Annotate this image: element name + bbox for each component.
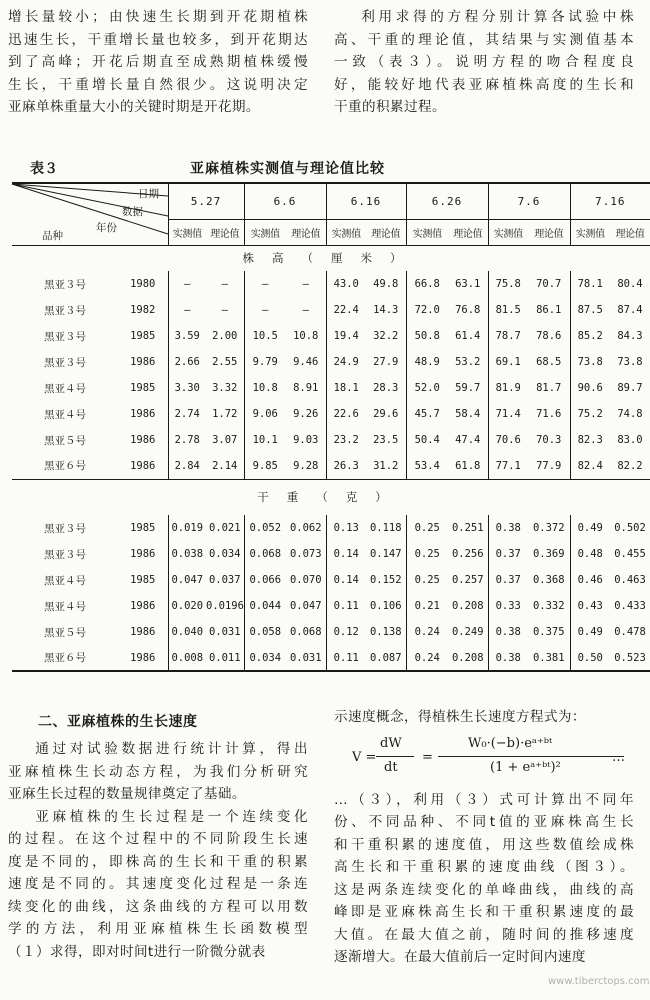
variety-cell: 黑亚５号 bbox=[44, 434, 86, 447]
value-cell: 45.7 bbox=[414, 408, 440, 420]
value-cell: 0.523 bbox=[614, 651, 646, 664]
value-cell: 59.7 bbox=[448, 375, 488, 401]
value-cell: 0.38 bbox=[495, 651, 521, 664]
value-cell: 0.208 bbox=[448, 645, 488, 671]
table-label: 表３ bbox=[30, 161, 58, 177]
value-cell: 0.332 bbox=[528, 593, 570, 619]
value-cell: 87.4 bbox=[617, 304, 643, 316]
value-cell: 23.2 bbox=[333, 434, 359, 446]
year-cell: 1985 bbox=[118, 515, 168, 541]
value-cell: 0.062 bbox=[286, 515, 326, 541]
fraction-bar bbox=[376, 756, 414, 757]
value-cell: 0.502 bbox=[614, 522, 646, 534]
bottom-left-paragraph bbox=[8, 738, 308, 963]
value-cell: 0.249 bbox=[448, 619, 488, 645]
value-cell: — bbox=[286, 271, 326, 297]
value-cell: 85.2 bbox=[577, 330, 603, 342]
value-cell: 68.5 bbox=[528, 349, 570, 375]
value-cell: 9.79 bbox=[252, 356, 278, 368]
value-cell: 0.0196 bbox=[206, 593, 244, 619]
value-cell: 75.2 bbox=[577, 408, 603, 420]
value-cell: 82.2 bbox=[617, 459, 643, 472]
value-cell: 19.4 bbox=[333, 330, 359, 342]
value-cell: 72.0 bbox=[414, 304, 440, 316]
value-cell: 49.8 bbox=[366, 271, 406, 297]
value-cell: 0.369 bbox=[528, 541, 570, 567]
value-cell: 2.84 bbox=[174, 459, 200, 472]
value-cell: 0.040 bbox=[171, 626, 204, 638]
formula-continuation: … bbox=[612, 750, 625, 765]
corner-label-data: 数据 bbox=[122, 206, 143, 218]
value-cell: 0.087 bbox=[366, 645, 406, 671]
table-header bbox=[30, 158, 630, 180]
corner-label-year: 年份 bbox=[96, 222, 117, 234]
year-cell: 1986 bbox=[118, 541, 168, 567]
table-row bbox=[12, 567, 650, 593]
value-cell: 53.4 bbox=[414, 459, 440, 472]
value-cell: 0.50 bbox=[577, 651, 603, 664]
value-cell: 78.1 bbox=[577, 278, 603, 290]
value-cell: 77.1 bbox=[495, 459, 521, 472]
value-cell: 0.106 bbox=[366, 593, 406, 619]
variety-cell: 黑亚４号 bbox=[44, 574, 86, 587]
value-cell: 0.372 bbox=[528, 515, 570, 541]
value-cell: 0.152 bbox=[366, 567, 406, 593]
value-cell: 84.3 bbox=[617, 330, 643, 342]
value-cell: 0.37 bbox=[495, 548, 521, 560]
value-cell: 0.257 bbox=[448, 567, 488, 593]
value-cell: — bbox=[286, 297, 326, 323]
measured-header: 实测值 bbox=[331, 228, 361, 240]
value-cell: 9.28 bbox=[286, 453, 326, 479]
table-row bbox=[12, 323, 650, 349]
measured-header: 实测值 bbox=[412, 228, 442, 240]
value-cell: 22.6 bbox=[333, 408, 359, 420]
value-cell: 0.070 bbox=[286, 567, 326, 593]
table-row bbox=[12, 375, 650, 401]
value-cell: 0.021 bbox=[206, 515, 244, 541]
paragraph-line: 亚麻生长过程的数量规律奠定了基础。 bbox=[8, 786, 246, 802]
value-cell: 10.8 bbox=[252, 382, 278, 394]
value-cell: 70.6 bbox=[495, 434, 521, 446]
variety-cell: 黑亚３号 bbox=[44, 304, 86, 317]
value-cell: 0.073 bbox=[286, 541, 326, 567]
paragraph-line: 峰即是亚麻株高生长和干重积累速度的最 bbox=[334, 904, 634, 920]
value-cell: 9.26 bbox=[286, 401, 326, 427]
value-cell: 90.6 bbox=[577, 382, 603, 394]
theoretical-header: 理论值 bbox=[366, 219, 406, 245]
value-cell: 0.14 bbox=[333, 548, 359, 560]
formula-derivative-denominator: dt bbox=[384, 760, 398, 775]
date-header: 6.26 bbox=[406, 183, 488, 219]
value-cell: 0.208 bbox=[448, 593, 488, 619]
value-cell: 43.0 bbox=[333, 278, 359, 290]
value-cell: 0.008 bbox=[171, 651, 204, 664]
measured-header: 实测值 bbox=[250, 228, 280, 240]
variety-cell: 黑亚３号 bbox=[44, 548, 86, 561]
diagonal-header-cell bbox=[12, 183, 168, 245]
value-cell: 78.7 bbox=[495, 330, 521, 342]
variety-cell: 黑亚４号 bbox=[44, 408, 86, 421]
value-cell: 3.32 bbox=[206, 375, 244, 401]
value-cell: 0.375 bbox=[528, 619, 570, 645]
value-cell: — bbox=[206, 297, 244, 323]
value-cell: 2.55 bbox=[206, 349, 244, 375]
value-cell: 0.381 bbox=[528, 645, 570, 671]
date-header: 7.16 bbox=[595, 194, 626, 208]
formula-lhs: V = bbox=[352, 750, 377, 765]
paragraph-line: 大值。在最大值之前，随时间的推移速度 bbox=[334, 926, 634, 943]
value-cell: 87.5 bbox=[577, 304, 603, 316]
year-cell: 1986 bbox=[118, 427, 168, 453]
value-cell: 81.5 bbox=[495, 304, 521, 316]
value-cell: 50.4 bbox=[414, 434, 440, 446]
watermark: www.tiberctops.com bbox=[548, 976, 650, 987]
value-cell: 0.118 bbox=[366, 515, 406, 541]
value-cell: 50.8 bbox=[414, 330, 440, 342]
table-row bbox=[12, 515, 650, 541]
value-cell: 0.147 bbox=[366, 541, 406, 567]
value-cell: 0.49 bbox=[577, 626, 603, 638]
value-cell: 26.3 bbox=[333, 459, 359, 472]
value-cell: 0.12 bbox=[333, 626, 359, 638]
theoretical-header: 理论值 bbox=[206, 219, 244, 245]
value-cell: 0.24 bbox=[414, 651, 440, 664]
table-row bbox=[12, 401, 650, 427]
value-cell: 0.25 bbox=[414, 574, 440, 586]
value-cell: 63.1 bbox=[448, 271, 488, 297]
paragraph-line: 亚麻植株生长动态方程，为我们分析研究 bbox=[8, 763, 308, 780]
paragraph-line: 增长量较小；由快速生长期到开花期植株 bbox=[8, 9, 308, 25]
value-cell: 10.1 bbox=[252, 434, 278, 446]
value-cell: 52.0 bbox=[414, 382, 440, 394]
date-header: 7.6 bbox=[488, 183, 570, 219]
paragraph-line: 续变化的曲线，这条曲线的方程可以用数 bbox=[8, 898, 308, 915]
paragraph-line: 学的方法，利用亚麻植株生长函数模型 bbox=[8, 921, 308, 937]
value-cell: 0.047 bbox=[286, 593, 326, 619]
value-cell: 0.478 bbox=[614, 626, 646, 638]
value-cell: 32.2 bbox=[366, 323, 406, 349]
paragraph-line: 高生长和干重积累的速度曲线（图３）。 bbox=[334, 859, 634, 875]
value-cell: 0.031 bbox=[206, 619, 244, 645]
value-cell: 0.047 bbox=[171, 574, 204, 586]
variety-cell: 黑亚５号 bbox=[44, 626, 86, 639]
formula-denominator: (1 + eᵃ⁺ᵇᵗ)² bbox=[490, 760, 561, 775]
value-cell: 0.031 bbox=[286, 645, 326, 671]
value-cell: 75.8 bbox=[495, 278, 521, 290]
measured-header: 实测值 bbox=[493, 228, 523, 240]
table-row bbox=[12, 593, 650, 619]
value-cell: 0.11 bbox=[333, 651, 359, 664]
height-section-row bbox=[12, 245, 650, 271]
value-cell: 0.368 bbox=[528, 567, 570, 593]
year-cell: 1980 bbox=[118, 271, 168, 297]
value-cell: 0.020 bbox=[171, 600, 204, 612]
value-cell: 71.6 bbox=[528, 401, 570, 427]
value-cell: 9.03 bbox=[286, 427, 326, 453]
year-cell: 1986 bbox=[118, 349, 168, 375]
value-cell: 9.85 bbox=[252, 459, 278, 472]
measured-header: 实测值 bbox=[172, 228, 202, 240]
value-cell: 89.7 bbox=[617, 382, 643, 394]
weight-section-row bbox=[12, 479, 650, 515]
fraction-bar bbox=[438, 756, 624, 757]
value-cell: 2.78 bbox=[174, 434, 200, 446]
corner-label-date: 日期 bbox=[138, 188, 159, 200]
value-cell: 0.25 bbox=[414, 548, 440, 560]
value-cell: 73.8 bbox=[617, 356, 643, 368]
table-row bbox=[12, 645, 650, 671]
paragraph-line: 亚麻植株的生长过程是一个连续变化 bbox=[35, 808, 308, 825]
value-cell: 2.00 bbox=[206, 323, 244, 349]
section-heading: 二、亚麻植株的生长速度 bbox=[38, 714, 198, 730]
table-row bbox=[12, 349, 650, 375]
value-cell: 2.14 bbox=[206, 453, 244, 479]
value-cell: 58.4 bbox=[448, 401, 488, 427]
value-cell: — bbox=[262, 304, 269, 316]
value-cell: 81.9 bbox=[495, 382, 521, 394]
date-header: 5.27 bbox=[168, 183, 244, 219]
paragraph-line: 好，能较好地代表亚麻植株高度的生长和 bbox=[334, 76, 634, 93]
value-cell: 0.037 bbox=[206, 567, 244, 593]
value-cell: 61.8 bbox=[448, 453, 488, 479]
theoretical-header: 理论值 bbox=[286, 219, 326, 245]
value-cell: 14.3 bbox=[366, 297, 406, 323]
value-cell: 0.24 bbox=[414, 626, 440, 638]
table-title: 亚麻植株实测值与理论值比较 bbox=[190, 161, 385, 177]
value-cell: 0.034 bbox=[206, 541, 244, 567]
value-cell: 27.9 bbox=[366, 349, 406, 375]
paragraph-line: 干重的积累过程。 bbox=[334, 99, 446, 115]
value-cell: 70.7 bbox=[528, 271, 570, 297]
value-cell: 0.052 bbox=[249, 522, 282, 534]
value-cell: 0.25 bbox=[414, 522, 440, 534]
top-left-paragraph bbox=[8, 6, 308, 119]
paragraph-line: 生长，干重增长量自然很少。这说明决定 bbox=[8, 76, 308, 93]
value-cell: 74.8 bbox=[617, 408, 643, 420]
value-cell: 1.72 bbox=[206, 401, 244, 427]
value-cell: 0.33 bbox=[495, 600, 521, 612]
weight-section bbox=[12, 479, 650, 671]
paragraph-line: 份、不同品种、不同t值的亚麻株高生长 bbox=[334, 814, 634, 830]
value-cell: 3.07 bbox=[206, 427, 244, 453]
value-cell: 77.9 bbox=[528, 453, 570, 479]
value-cell: 0.256 bbox=[448, 541, 488, 567]
theoretical-header: 理论值 bbox=[615, 228, 645, 240]
value-cell: 0.044 bbox=[249, 600, 282, 612]
table-row bbox=[12, 619, 650, 645]
value-cell: 71.4 bbox=[495, 408, 521, 420]
value-cell: 0.37 bbox=[495, 574, 521, 586]
year-cell: 1986 bbox=[118, 619, 168, 645]
value-cell: 0.058 bbox=[249, 626, 282, 638]
value-cell: 0.38 bbox=[495, 522, 521, 534]
year-cell: 1985 bbox=[118, 567, 168, 593]
value-cell: 0.433 bbox=[614, 600, 646, 612]
value-cell: 0.11 bbox=[333, 600, 359, 612]
paragraph-line: 一致（表３）。说明方程的吻合程度良 bbox=[334, 54, 634, 70]
date-header: 6.6 bbox=[244, 183, 326, 219]
variety-cell: 黑亚３号 bbox=[44, 522, 86, 535]
value-cell: 80.4 bbox=[617, 278, 643, 290]
value-cell: 29.6 bbox=[366, 401, 406, 427]
paragraph-line: 这是两条连续变化的单峰曲线，曲线的高 bbox=[334, 881, 634, 898]
value-cell: 9.46 bbox=[286, 349, 326, 375]
theoretical-header: 理论值 bbox=[528, 219, 570, 245]
table-row bbox=[12, 453, 650, 479]
top-right-paragraph bbox=[334, 6, 634, 119]
variety-cell: 黑亚４号 bbox=[44, 382, 86, 395]
value-cell: 81.7 bbox=[528, 375, 570, 401]
year-cell: 1986 bbox=[118, 453, 168, 479]
table-row bbox=[12, 297, 650, 323]
value-cell: 0.138 bbox=[366, 619, 406, 645]
value-cell: 3.30 bbox=[174, 382, 200, 394]
value-cell: 0.21 bbox=[414, 600, 440, 612]
value-cell: 76.8 bbox=[448, 297, 488, 323]
value-cell: 78.6 bbox=[528, 323, 570, 349]
height-section-label: 株高（厘米） bbox=[242, 251, 420, 266]
year-cell: 1982 bbox=[118, 297, 168, 323]
paragraph-line: 和干重积累的速度值，用这些数值绘成株 bbox=[334, 836, 634, 853]
value-cell: 0.034 bbox=[249, 651, 282, 664]
paragraph-line: …（３），利用（３）式可计算出不同年 bbox=[334, 791, 634, 808]
value-cell: 0.38 bbox=[495, 626, 521, 638]
year-cell: 1985 bbox=[118, 375, 168, 401]
value-cell: — bbox=[184, 278, 191, 290]
value-cell: 0.13 bbox=[333, 522, 359, 534]
paragraph-line: 逐渐增大。在最大值前后一定时间内速度 bbox=[334, 949, 586, 965]
formula-numerator: W₀·(−b)·eᵃ⁺ᵇᵗ bbox=[468, 736, 553, 751]
value-cell: 0.455 bbox=[614, 548, 646, 560]
year-cell: 1986 bbox=[118, 401, 168, 427]
value-cell: 53.2 bbox=[448, 349, 488, 375]
value-cell: 48.9 bbox=[414, 356, 440, 368]
value-cell: 0.14 bbox=[333, 574, 359, 586]
theoretical-header: 理论值 bbox=[448, 219, 488, 245]
measured-header: 实测值 bbox=[575, 228, 605, 240]
table-row bbox=[12, 427, 650, 453]
variety-cell: 黑亚３号 bbox=[44, 356, 86, 369]
paragraph-line: 利用求得的方程分别计算各试验中株 bbox=[361, 9, 634, 25]
value-cell: 0.038 bbox=[171, 548, 204, 560]
variety-cell: 黑亚３号 bbox=[44, 278, 86, 291]
value-cell: 28.3 bbox=[366, 375, 406, 401]
value-cell: 9.06 bbox=[252, 408, 278, 420]
variety-cell: 黑亚６号 bbox=[44, 652, 86, 664]
value-cell: 8.91 bbox=[286, 375, 326, 401]
value-cell: 0.251 bbox=[448, 515, 488, 541]
year-cell: 1986 bbox=[118, 593, 168, 619]
value-cell: 0.463 bbox=[614, 574, 646, 586]
paragraph-line: 迅速生长，干重增长量也较多，到开花期达 bbox=[8, 31, 308, 48]
value-cell: 83.0 bbox=[617, 434, 643, 446]
value-cell: — bbox=[184, 304, 191, 316]
growth-rate-formula bbox=[350, 736, 634, 788]
value-cell: 31.2 bbox=[366, 453, 406, 479]
value-cell: 0.46 bbox=[577, 574, 603, 586]
value-cell: 69.1 bbox=[495, 356, 521, 368]
comparison-table bbox=[12, 182, 650, 672]
value-cell: 23.5 bbox=[366, 427, 406, 453]
value-cell: 0.068 bbox=[249, 548, 282, 560]
value-cell: 0.068 bbox=[286, 619, 326, 645]
value-cell: 0.48 bbox=[577, 548, 603, 560]
year-cell: 1986 bbox=[118, 645, 168, 671]
value-cell: 66.8 bbox=[414, 278, 440, 290]
value-cell: 0.011 bbox=[206, 645, 244, 671]
corner-label-variety: 品种 bbox=[42, 230, 63, 242]
value-cell: 24.9 bbox=[333, 356, 359, 368]
value-cell: 0.49 bbox=[577, 522, 603, 534]
paragraph-line: （１）求得，即对时间t进行一阶微分就表 bbox=[8, 943, 266, 960]
paragraph-line: 速度是不同的。其速度变化过程是一条连 bbox=[8, 876, 308, 892]
paragraph-line: 度是不同的，即株高的生长和干重的积累 bbox=[8, 853, 308, 870]
value-cell: 3.59 bbox=[174, 330, 200, 342]
formula-equals: = bbox=[422, 750, 433, 765]
table-row bbox=[12, 541, 650, 567]
variety-cell: 黑亚３号 bbox=[44, 330, 86, 343]
date-header-row bbox=[12, 183, 650, 219]
value-cell: 82.4 bbox=[577, 459, 603, 472]
value-cell: 0.43 bbox=[577, 600, 603, 612]
variety-cell: 黑亚４号 bbox=[44, 600, 86, 613]
height-section bbox=[12, 245, 650, 479]
value-cell: 47.4 bbox=[448, 427, 488, 453]
paragraph-line: 示速度概念，得植株生长速度方程式为： bbox=[334, 709, 586, 725]
value-cell: 73.8 bbox=[577, 356, 603, 368]
formula-derivative-numerator: dW bbox=[380, 736, 402, 751]
value-cell: 86.1 bbox=[528, 297, 570, 323]
value-cell: 70.3 bbox=[528, 427, 570, 453]
value-cell: 10.5 bbox=[252, 330, 278, 342]
year-cell: 1985 bbox=[118, 323, 168, 349]
value-cell: 0.066 bbox=[249, 574, 282, 586]
value-cell: 82.3 bbox=[577, 434, 603, 446]
paragraph-line: 通过对试验数据进行统计计算，得出 bbox=[35, 741, 308, 757]
variety-cell: 黑亚６号 bbox=[44, 460, 86, 473]
table-row bbox=[12, 271, 650, 297]
paragraph-line: 的过程。在这个过程中的不同阶段生长速 bbox=[8, 831, 308, 847]
value-cell: — bbox=[262, 278, 269, 290]
value-cell: 61.4 bbox=[448, 323, 488, 349]
value-cell: 2.74 bbox=[174, 408, 200, 420]
paragraph-line: 高、干重的理论值，其结果与实测值基本 bbox=[334, 31, 634, 48]
value-cell: 18.1 bbox=[333, 382, 359, 394]
value-cell: — bbox=[206, 271, 244, 297]
date-header: 6.16 bbox=[326, 183, 406, 219]
value-cell: 0.019 bbox=[171, 522, 204, 534]
weight-section-label: 干重（克） bbox=[257, 490, 405, 505]
value-cell: 10.8 bbox=[286, 323, 326, 349]
paragraph-line: 到了高峰；开花后期直至成熟期植株缓慢 bbox=[8, 54, 308, 70]
value-cell: 2.66 bbox=[174, 356, 200, 368]
value-cell: 22.4 bbox=[333, 304, 359, 316]
paragraph-line: 亚麻单株重量大小的关键时期是开花期。 bbox=[8, 99, 260, 115]
